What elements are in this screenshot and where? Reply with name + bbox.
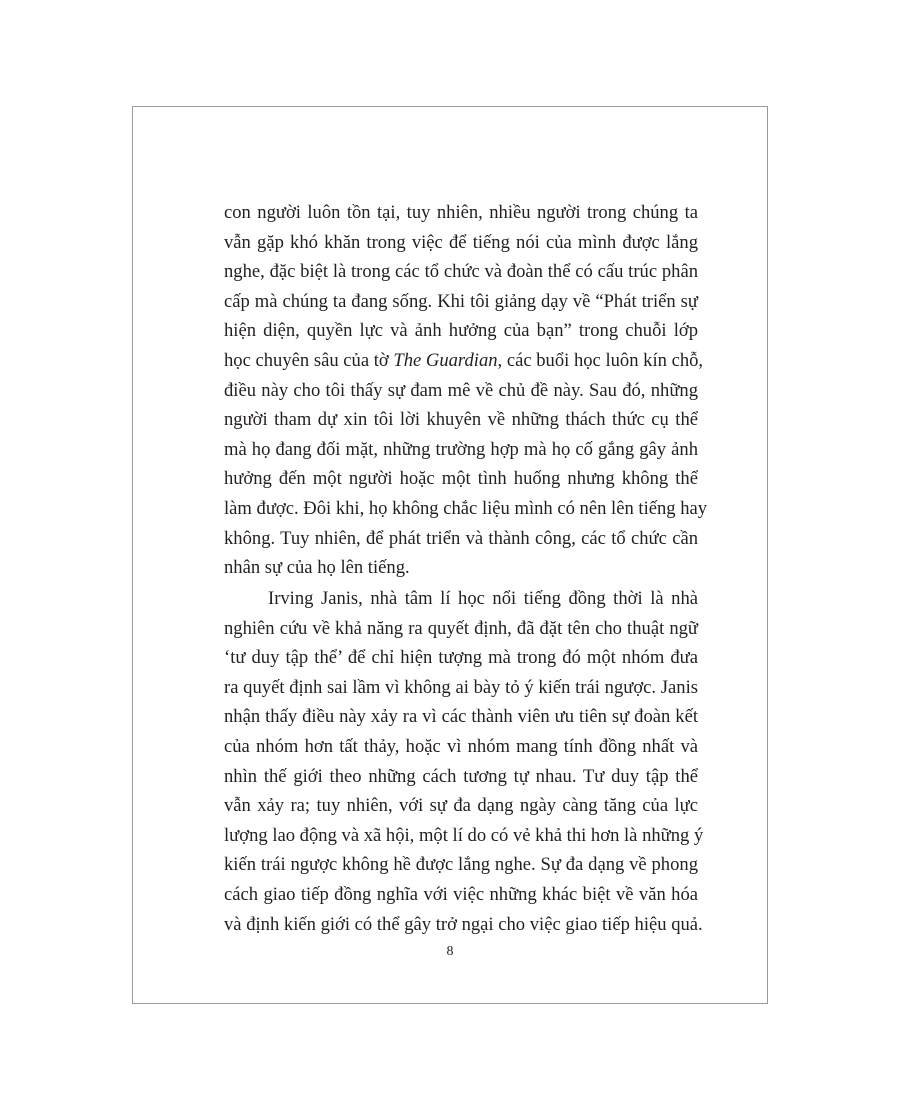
text-line: nhân sự của họ lên tiếng.	[224, 557, 410, 579]
text-line: nghiên cứu về khả năng ra quyết định, đã đặt tên cho thuật ngữ	[224, 617, 698, 639]
text-line-with-italic	[224, 346, 704, 376]
text-line: nghe, đặc biệt là trong các tổ chức và đoàn thể có cấu trúc phân	[224, 261, 698, 283]
text-line: hưởng đến một người hoặc một tình huống nhưng không thể	[224, 468, 698, 490]
text-line: ra quyết định sai lầm vì không ai bày tỏ ý kiến trái ngược. Janis	[224, 676, 698, 698]
text-line: điều này cho tôi thấy sự đam mê về chủ đề này. Sau đó, những	[224, 379, 698, 401]
text-line: Irving Janis, nhà tâm lí học nổi tiếng đồng thời là nhà	[268, 588, 698, 609]
text-segment: , các buổi học luôn kín chỗ,	[497, 349, 704, 371]
text-line: kiến trái ngược không hề được lắng nghe. Sự đa dạng về phong	[224, 854, 698, 876]
text-line: làm được. Đôi khi, họ không chắc liệu mình có nên lên tiếng hay	[224, 497, 708, 519]
text-line: vẫn gặp khó khăn trong việc để tiếng nói của mình được lắng	[224, 231, 698, 253]
text-line: nhìn thế giới theo những cách tương tự nhau. Tư duy tập thể	[224, 765, 698, 787]
text-line: con người luôn tồn tại, tuy nhiên, nhiều người trong chúng ta	[224, 202, 698, 223]
text-line: ‘tư duy tập thể’ để chỉ hiện tượng mà trong đó một nhóm đưa	[224, 647, 698, 669]
text-line: cách giao tiếp đồng nghĩa với việc những khác biệt về văn hóa	[224, 883, 698, 905]
text-line: nhận thấy điều này xảy ra vì các thành viên ưu tiên sự đoàn kết	[224, 706, 698, 728]
text-line: cấp mà chúng ta đang sống. Khi tôi giảng dạy về “Phát triển sự	[224, 290, 698, 312]
page-number: 8	[446, 944, 454, 959]
text-line: của nhóm hơn tất thảy, hoặc vì nhóm mang tính đồng nhất và	[224, 735, 698, 757]
text-line: không. Tuy nhiên, để phát triển và thành công, các tổ chức cần	[224, 527, 698, 549]
text-line: hiện diện, quyền lực và ảnh hưởng của bạn” trong chuỗi lớp	[224, 320, 698, 342]
paragraph-2	[224, 584, 704, 939]
text-line: mà họ đang đối mặt, những trường hợp mà họ cố gắng gây ảnh	[224, 438, 698, 460]
text-segment: học chuyên sâu của tờ	[224, 349, 394, 371]
paragraph-1	[224, 198, 708, 583]
text-line: và định kiến giới có thể gây trở ngại cho việc giao tiếp hiệu quả.	[224, 913, 703, 935]
text-line: vẫn xảy ra; tuy nhiên, với sự đa dạng ngày càng tăng của lực	[224, 795, 698, 817]
text-line: lượng lao động và xã hội, một lí do có vẻ khả thi hơn là những ý	[224, 824, 704, 846]
text-line: người tham dự xin tôi lời khuyên về những thách thức cụ thể	[224, 409, 698, 431]
publication-title: The Guardian	[393, 349, 498, 371]
